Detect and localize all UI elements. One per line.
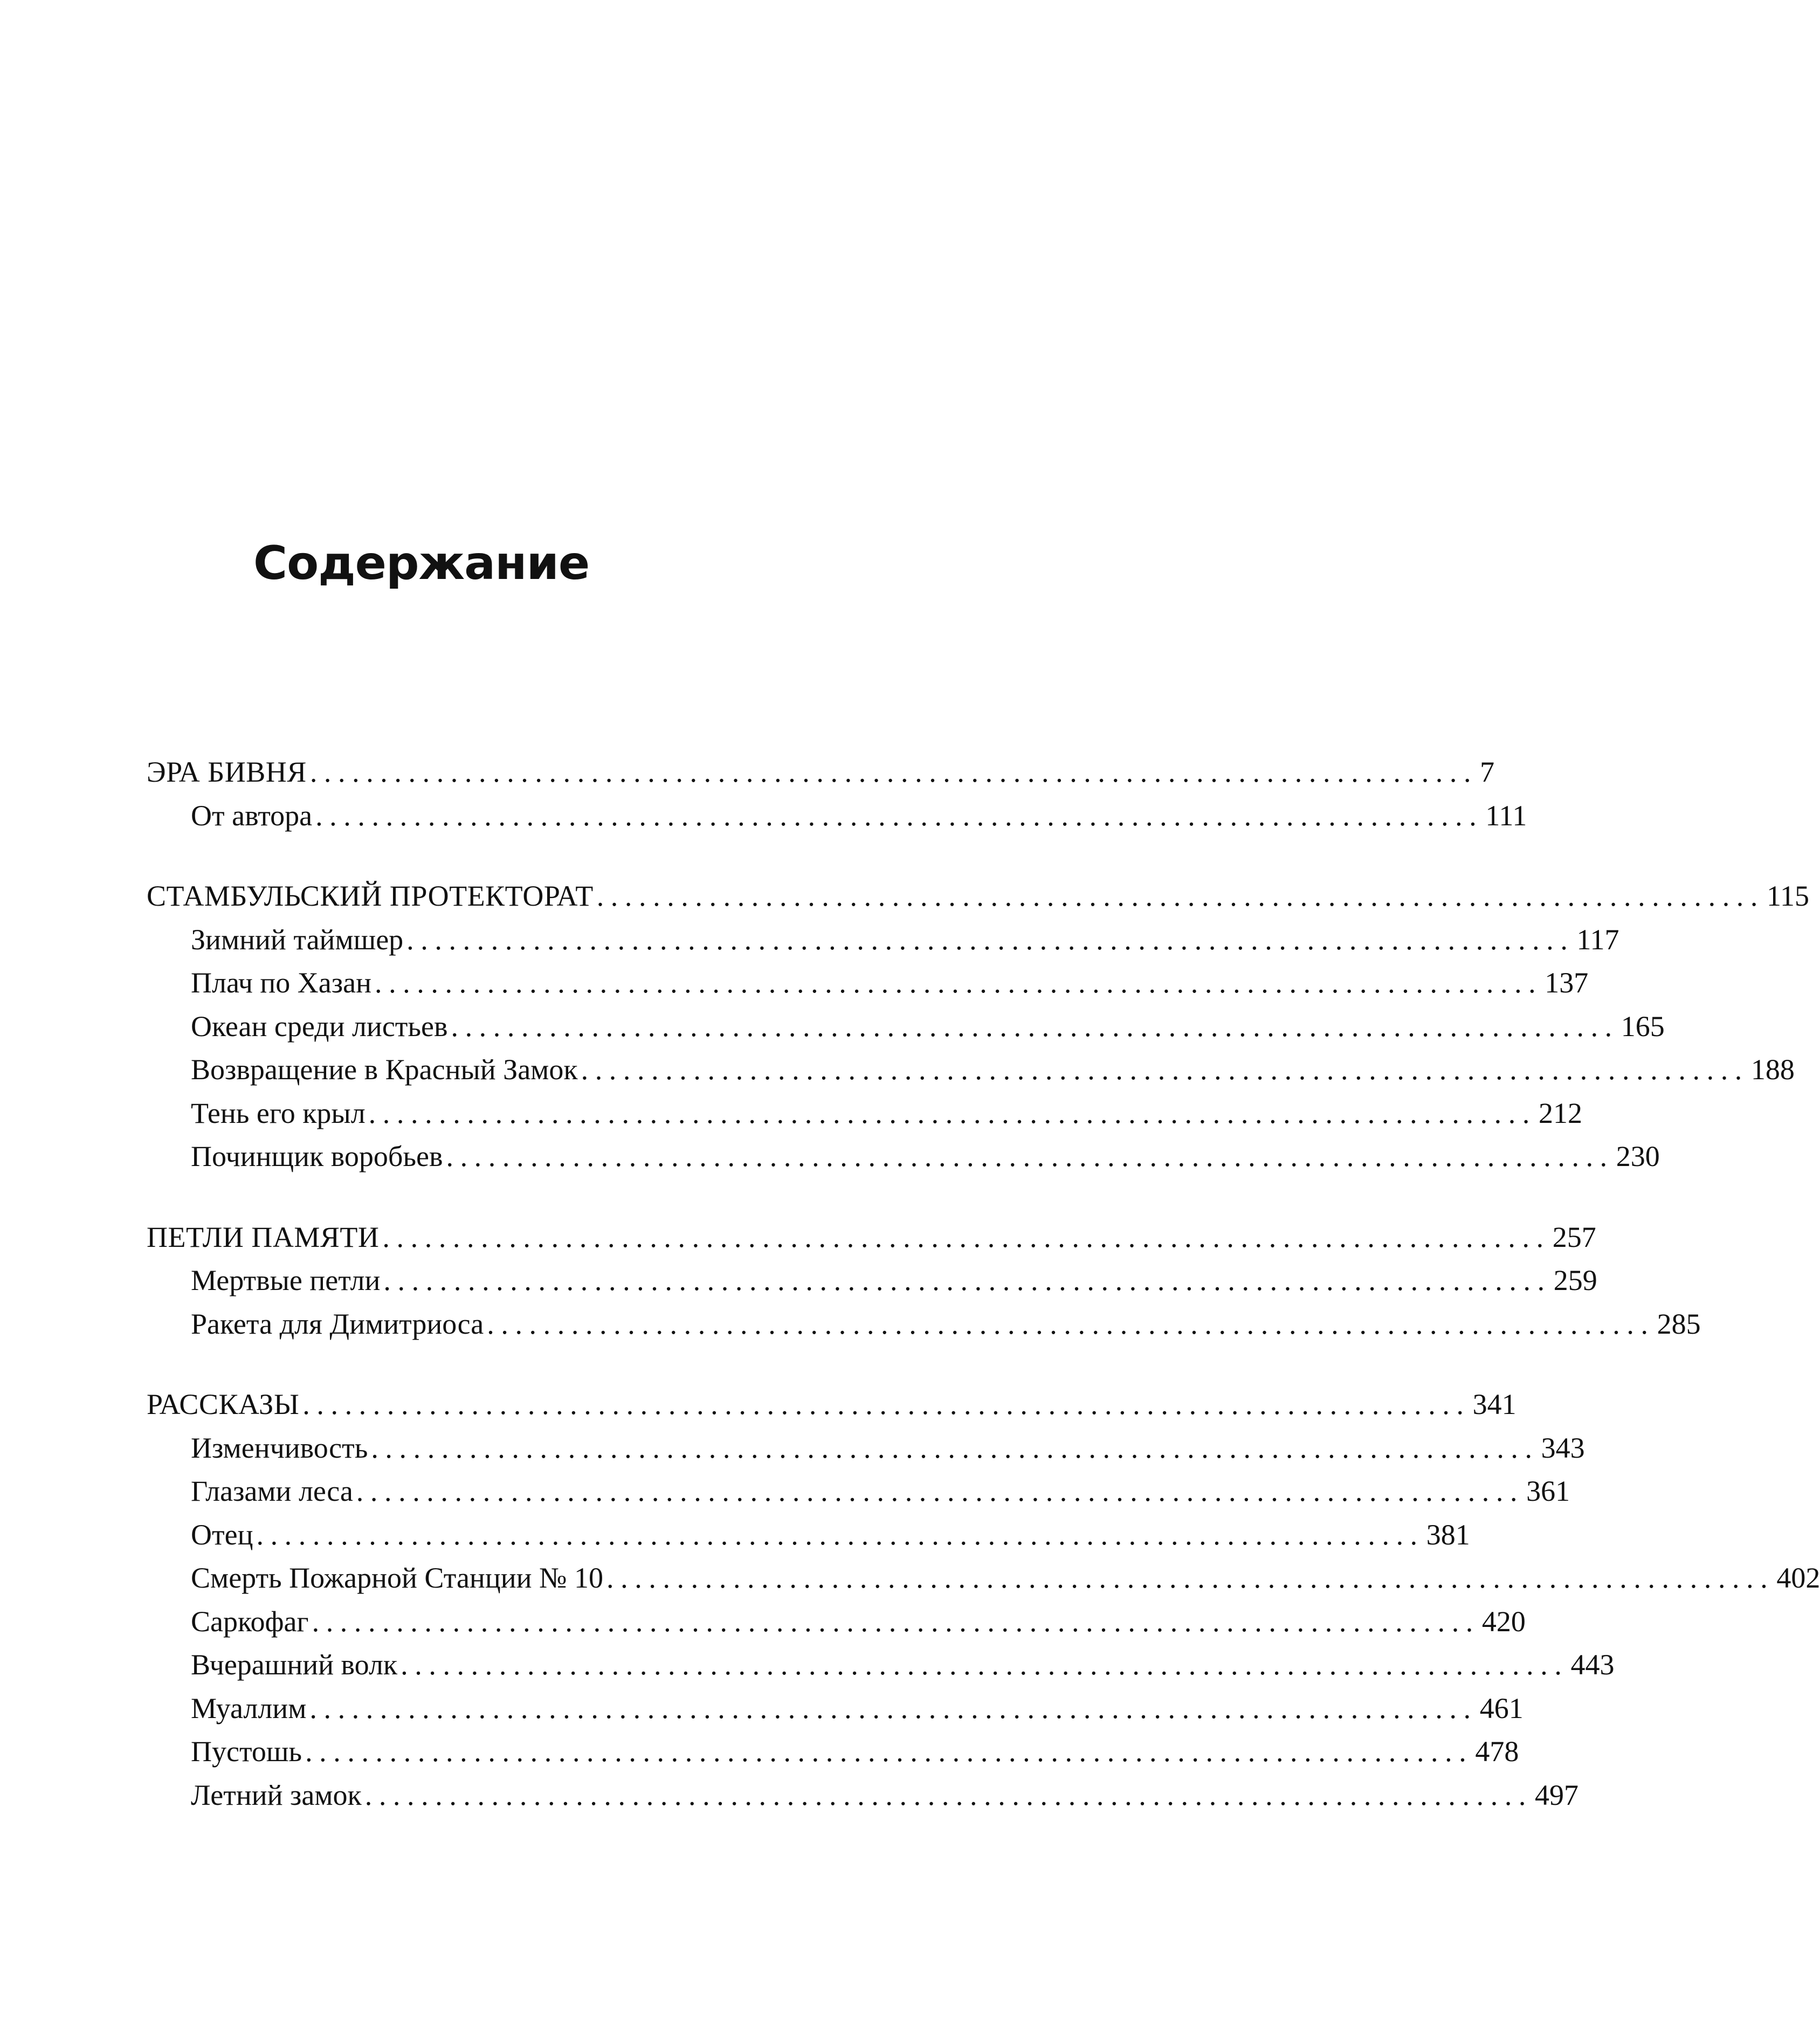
dot-leader: ...................................................................................: [383, 1264, 1552, 1296]
toc-chapter-entry[interactable]: [147, 1643, 1615, 1687]
toc-chapter-title: Муаллим: [191, 1692, 307, 1724]
toc-chapter-entry[interactable]: [147, 1774, 1579, 1817]
toc-page-number: 381: [1426, 1518, 1470, 1551]
toc-chapter-entry[interactable]: [147, 1005, 1665, 1048]
toc-page-number: 343: [1541, 1431, 1585, 1464]
toc-page-number: 478: [1475, 1735, 1519, 1768]
toc-chapter-entry[interactable]: [147, 794, 1527, 838]
toc-section: [147, 1216, 1701, 1346]
toc-chapter-title: Починщик воробьев: [191, 1140, 443, 1172]
dot-leader: ...................................................................................: [256, 1518, 1424, 1551]
toc-section: [147, 750, 1527, 837]
toc-chapter-entry[interactable]: [147, 1092, 1582, 1135]
dot-leader: ...................................................................................: [374, 967, 1543, 999]
toc-page-number: 165: [1621, 1010, 1665, 1043]
toc-chapter-title: Пустошь: [191, 1735, 302, 1768]
dot-leader: ...................................................................................: [446, 1140, 1614, 1172]
dot-leader: ...................................................................................: [368, 1096, 1536, 1129]
toc-chapter-entry[interactable]: [147, 1470, 1570, 1513]
toc-section: [147, 1383, 1820, 1817]
toc-page-number: 420: [1481, 1605, 1526, 1638]
toc-chapter-entry[interactable]: [147, 1513, 1470, 1557]
toc-page-number: 497: [1535, 1778, 1579, 1811]
toc-chapter-title: От автора: [191, 799, 313, 832]
toc-chapter-title: Тень его крыл: [191, 1096, 366, 1129]
toc-page-number: 341: [1472, 1388, 1516, 1420]
toc-page-number: 361: [1526, 1475, 1570, 1507]
toc-chapter-title: Мертвые петли: [191, 1264, 381, 1296]
toc-page-number: 212: [1538, 1096, 1582, 1129]
dot-leader: ...................................................................................: [581, 1053, 1749, 1086]
toc-part-entry[interactable]: [147, 750, 1495, 794]
toc-page-number: 115: [1767, 880, 1810, 912]
toc-chapter-title: Возвращение в Красный Замок: [191, 1053, 578, 1086]
toc-chapter-entry[interactable]: [147, 1600, 1526, 1644]
toc-chapter-entry[interactable]: [147, 1048, 1795, 1092]
toc-chapter-entry[interactable]: [147, 918, 1619, 962]
toc-chapter-title: Изменчивость: [191, 1431, 368, 1464]
toc-page-number: 257: [1552, 1220, 1596, 1253]
toc-page-number: 285: [1657, 1307, 1701, 1340]
toc-page-number: 111: [1485, 799, 1527, 832]
dot-leader: ...................................................................................: [382, 1220, 1550, 1253]
toc-part-title: РАССКАЗЫ: [147, 1388, 300, 1420]
toc-chapter-title: Саркофаг: [191, 1605, 309, 1638]
toc-chapter-title: Ракета для Димитриоса: [191, 1307, 484, 1340]
toc-chapter-title: Смерть Пожарной Станции № 10: [191, 1562, 604, 1594]
toc-chapter-entry[interactable]: [147, 1135, 1660, 1178]
toc-page-number: 230: [1616, 1140, 1660, 1172]
dot-leader: ...................................................................................: [451, 1010, 1619, 1043]
dot-leader: ...................................................................................: [596, 880, 1765, 912]
dot-leader: ...................................................................................: [371, 1431, 1539, 1464]
toc-chapter-entry[interactable]: [147, 1302, 1701, 1346]
toc-page-number: 443: [1570, 1648, 1615, 1681]
dot-leader: ...................................................................................: [312, 1605, 1480, 1638]
toc-page-number: 402: [1776, 1562, 1820, 1594]
toc-chapter-title: Зимний таймшер: [191, 923, 404, 956]
toc-chapter-title: Глазами леса: [191, 1475, 353, 1507]
toc-chapter-entry[interactable]: [147, 1259, 1597, 1302]
toc-page-number: 188: [1750, 1053, 1795, 1086]
toc-chapter-entry[interactable]: [147, 1687, 1523, 1730]
toc-chapter-entry[interactable]: [147, 1426, 1585, 1470]
toc-page-number: 137: [1545, 967, 1589, 999]
toc-part-entry[interactable]: [147, 874, 1810, 918]
dot-leader: ...................................................................................: [356, 1475, 1525, 1507]
table-of-contents: [147, 750, 1820, 1854]
page-title: Содержание: [253, 536, 590, 590]
toc-chapter-entry[interactable]: [147, 961, 1589, 1005]
toc-page-number: 461: [1479, 1692, 1523, 1724]
toc-chapter-title: Океан среди листьев: [191, 1010, 448, 1043]
toc-page-number: 7: [1480, 756, 1495, 788]
dot-leader: ...................................................................................: [315, 799, 1484, 832]
toc-part-entry[interactable]: [147, 1216, 1596, 1259]
toc-part-entry[interactable]: [147, 1383, 1516, 1426]
toc-chapter-title: Плач по Хазан: [191, 967, 371, 999]
dot-leader: ...................................................................................: [309, 756, 1478, 788]
toc-page-number: 117: [1576, 923, 1619, 956]
toc-section: [147, 874, 1810, 1178]
toc-part-title: ПЕТЛИ ПАМЯТИ: [147, 1220, 380, 1253]
toc-page-number: 259: [1553, 1264, 1597, 1296]
dot-leader: ...................................................................................: [364, 1778, 1533, 1811]
dot-leader: ...................................................................................: [406, 923, 1575, 956]
dot-leader: ...................................................................................: [302, 1388, 1471, 1420]
dot-leader: ...................................................................................: [606, 1562, 1775, 1594]
toc-chapter-title: Вчерашний волк: [191, 1648, 398, 1681]
dot-leader: ...................................................................................: [305, 1735, 1473, 1768]
dot-leader: ...................................................................................: [487, 1307, 1655, 1340]
toc-chapter-title: Летний замок: [191, 1778, 362, 1811]
dot-leader: ...................................................................................: [401, 1648, 1569, 1681]
toc-chapter-entry[interactable]: [147, 1556, 1820, 1600]
dot-leader: ...................................................................................: [309, 1692, 1478, 1724]
toc-part-title: ЭРА БИВНЯ: [147, 756, 307, 788]
toc-chapter-entry[interactable]: [147, 1730, 1519, 1774]
toc-part-title: СТАМБУЛЬСКИЙ ПРОТЕКТОРАТ: [147, 880, 594, 912]
toc-chapter-title: Отец: [191, 1518, 253, 1551]
